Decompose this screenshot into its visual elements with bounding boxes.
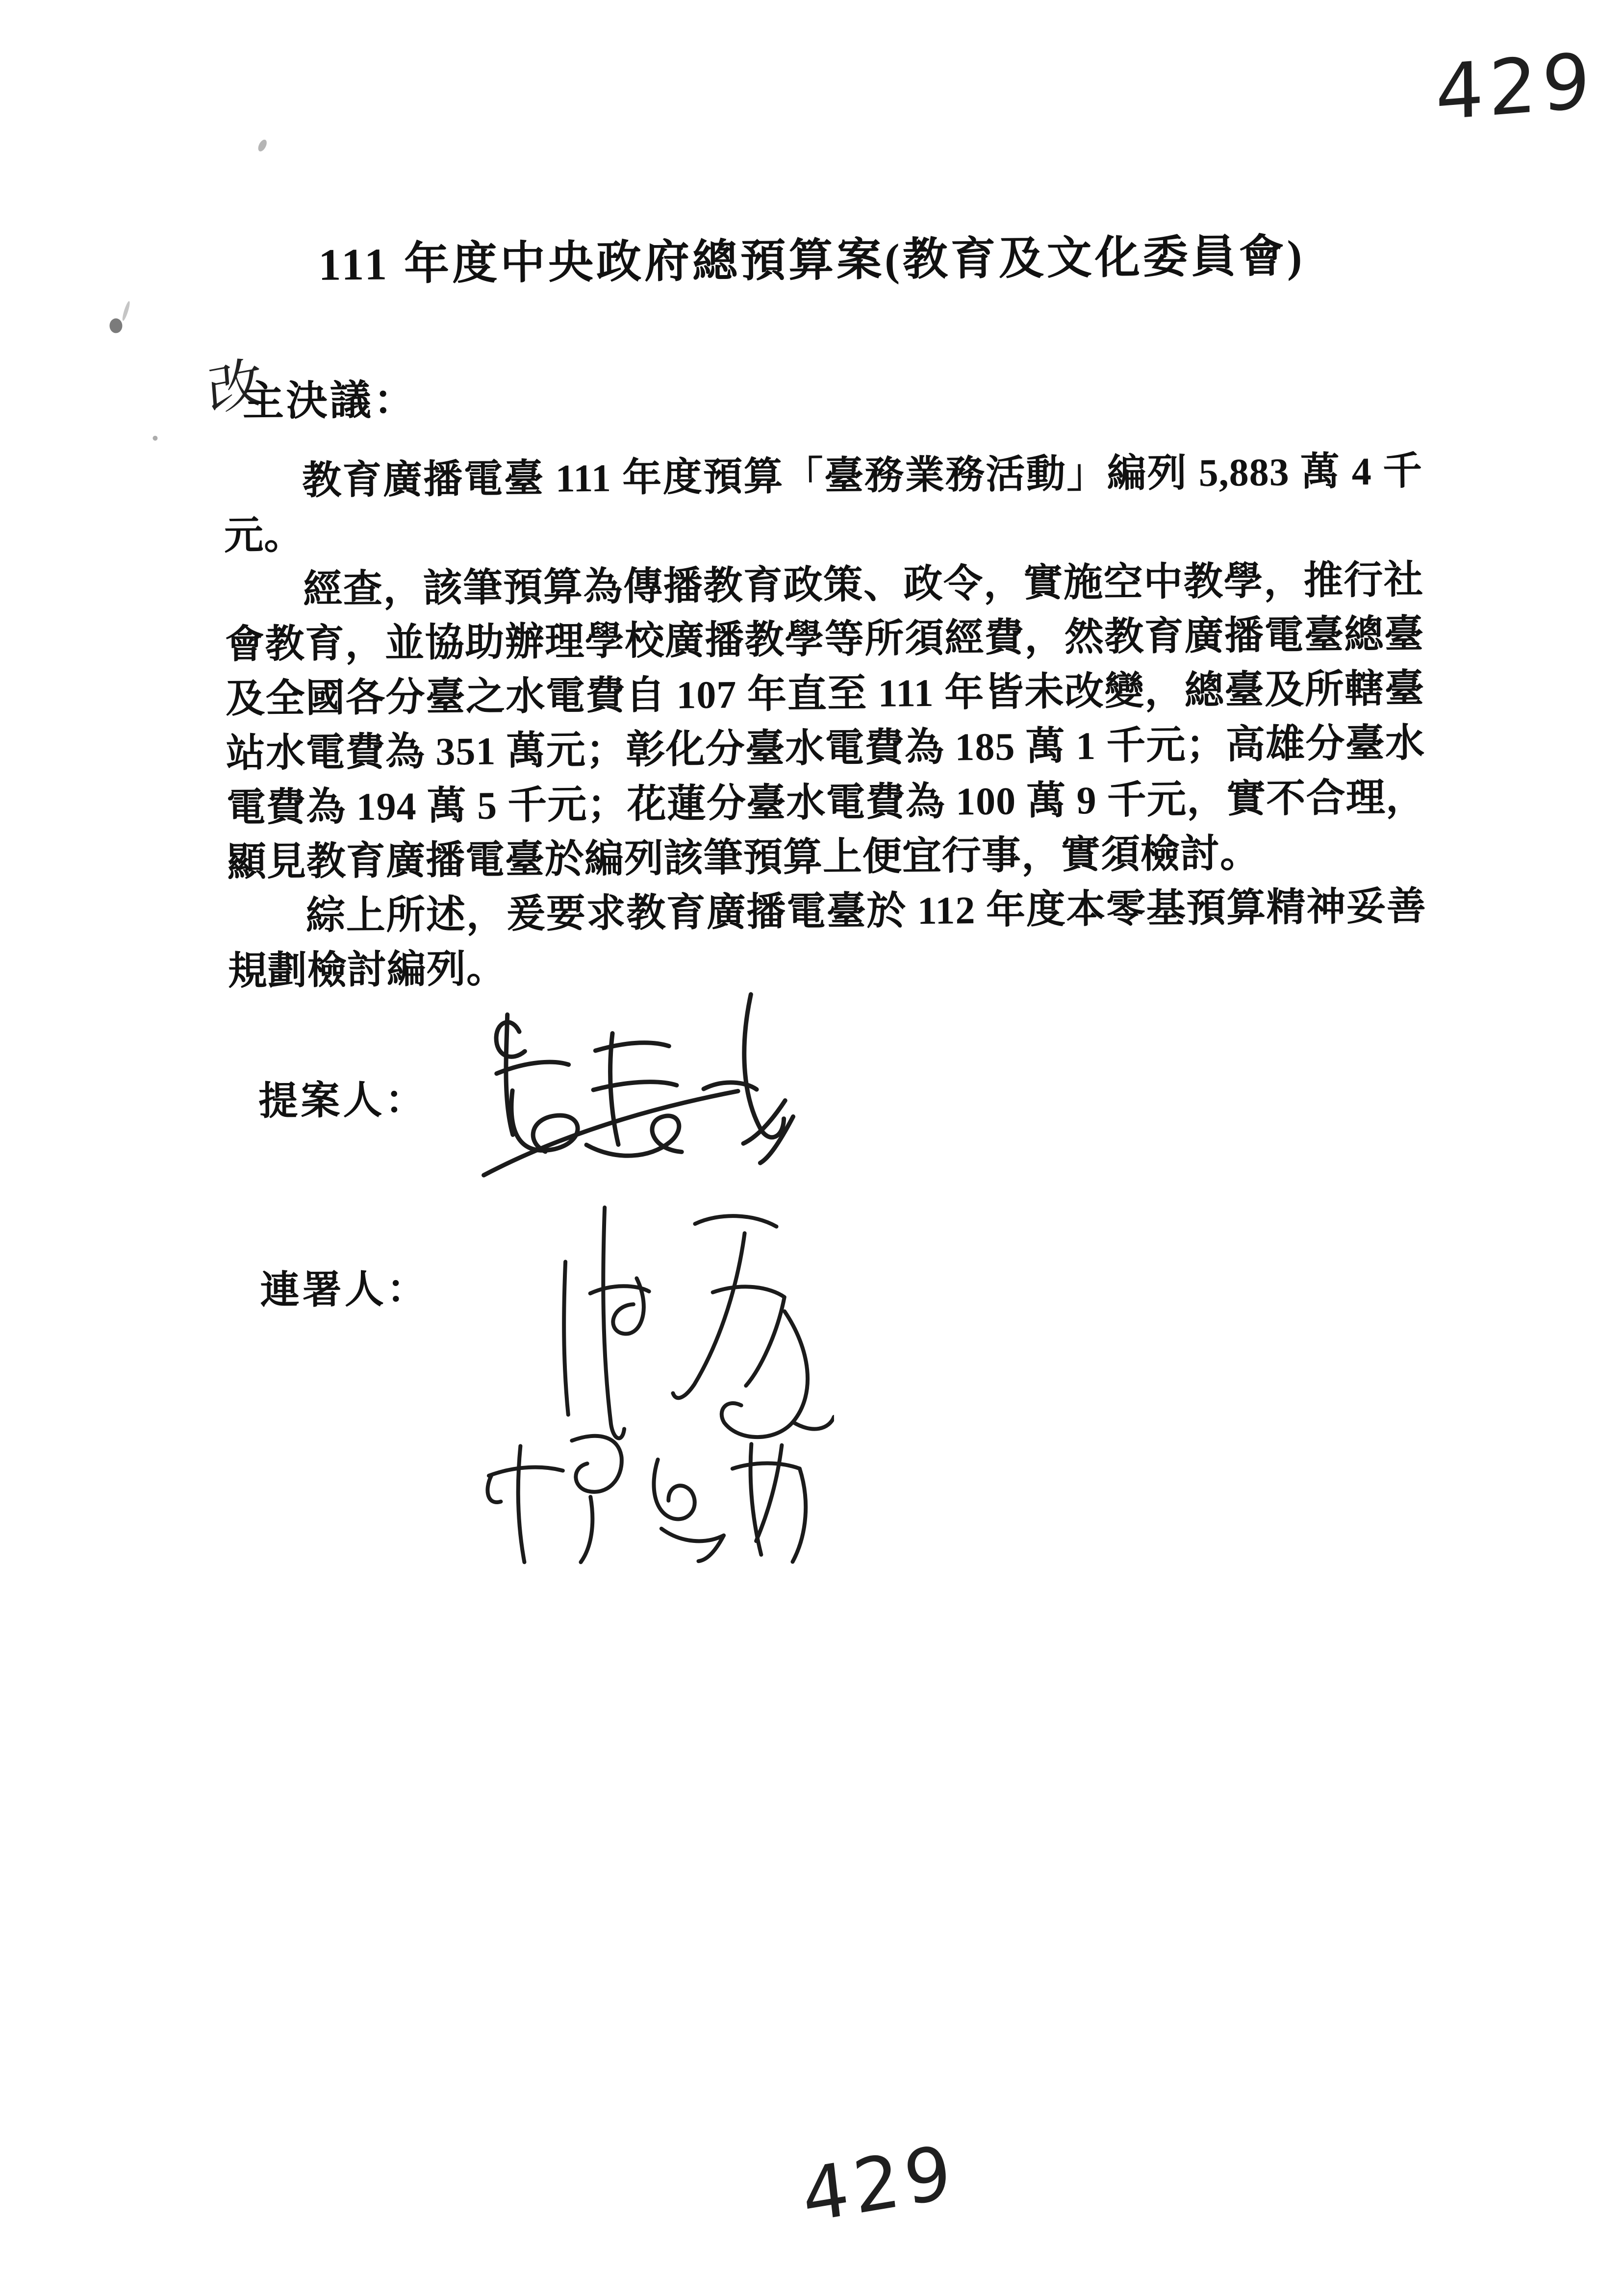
scan-artifact	[109, 318, 122, 333]
body-line: 規劃檢討編列。	[228, 947, 507, 993]
scan-artifact	[256, 138, 268, 153]
proposer-label: 提案人：	[258, 1078, 428, 1123]
handwritten-page-number-top: 429	[1435, 36, 1596, 138]
body-line: 顯見教育廣播電臺於編列該筆預算上便宜行事，實須檢討。	[227, 832, 1260, 884]
section-label-main-resolution: 主決議：	[242, 378, 418, 425]
body-line: 及全國各分臺之水電費自 107 年直至 111 年皆未改變，總臺及所轄臺	[225, 667, 1425, 721]
document-title: 111 年度中央政府總預算案(教育及文化委員會)	[318, 231, 1305, 290]
cosigner-signature-2	[461, 1416, 836, 1577]
body-line: 綜上所述，爰要求教育廣播電臺於 112 年度本零基預算精神妥善	[305, 885, 1427, 938]
cosigner-label: 連署人：	[260, 1267, 429, 1312]
body-line: 會教育，並協助辦理學校廣播教學等所須經費，然教育廣播電臺總臺	[225, 613, 1424, 667]
body-line: 電費為 194 萬 5 千元；花蓮分臺水電費為 100 萬 9 千元，實不合理，	[226, 776, 1426, 830]
body-line: 經查，該筆預算為傳播教育政策、政令，實施空中教學，推行社	[303, 558, 1424, 612]
body-line: 教育廣播電臺 111 年度預算「臺務業務活動」編列 5,883 萬 4 千	[302, 450, 1423, 503]
handwritten-page-number-bottom: 429	[797, 2129, 961, 2240]
resolution-body-text	[224, 444, 1427, 999]
scan-artifact	[121, 301, 131, 321]
proposer-signature	[438, 985, 841, 1185]
scan-artifact	[152, 436, 157, 441]
handwritten-correction-mark: 改	[205, 350, 265, 424]
body-line: 元。	[224, 514, 304, 558]
body-line: 站水電費為 351 萬元；彰化分臺水電費為 185 萬 1 千元；高雄分臺水	[226, 722, 1425, 776]
